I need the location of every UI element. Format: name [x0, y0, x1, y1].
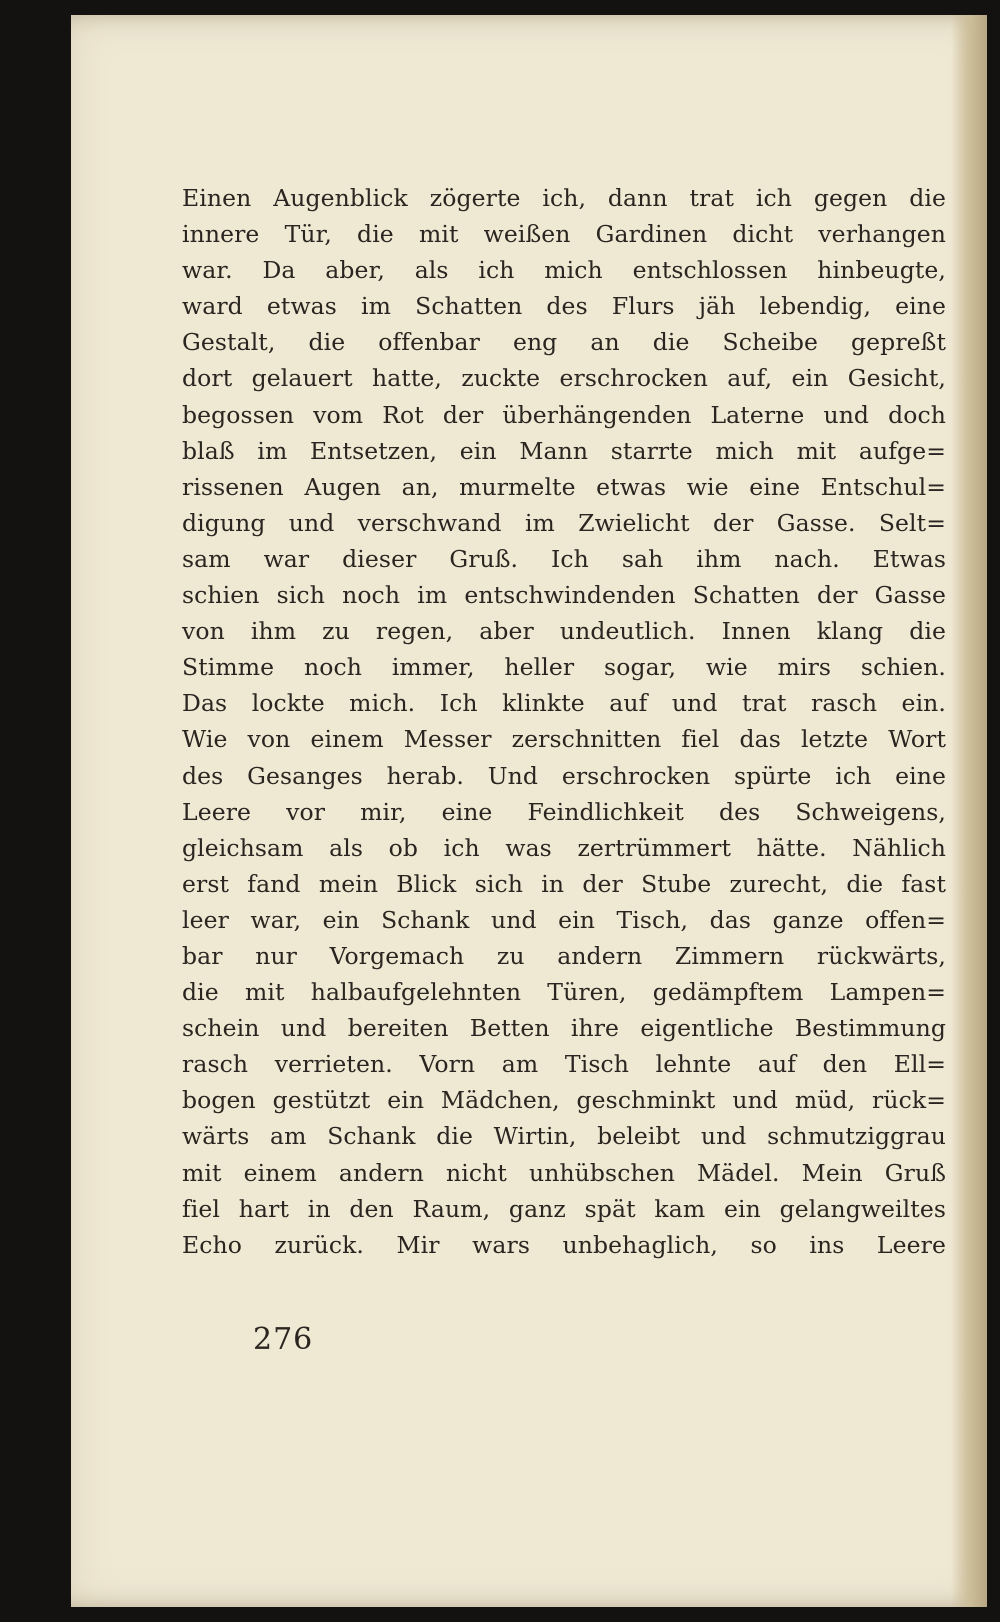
text-line-4: ward etwas im Schatten des Flurs jäh lebendig, eine — [182, 292, 946, 321]
text-line-7: begossen vom Rot der überhängenden Laterne und doch — [182, 400, 946, 429]
text-line-9: rissenen Augen an, murmelte etwas wie eine Entschul= — [182, 472, 946, 501]
page-number: 276 — [253, 1322, 314, 1357]
text-line-3: war. Da aber, als ich mich entschlossen hinbeugte, — [182, 256, 946, 285]
text-line-30: Echo zurück. Mir wars unbehaglich, so ins Leere — [182, 1230, 946, 1259]
page-edge-shadow — [951, 15, 987, 1607]
text-line-12: schien sich noch im entschwindenden Schatten der Gasse — [182, 581, 946, 610]
body-text — [182, 180, 946, 1263]
text-line-14: Stimme noch immer, heller sogar, wie mirs schien. — [182, 653, 946, 682]
text-line-1: Einen Augenblick zögerte ich, dann trat ich gegen die — [182, 184, 946, 212]
text-line-24: schein und bereiten Betten ihre eigentliche Bestimmung — [182, 1014, 946, 1043]
text-line-29: fiel hart in den Raum, ganz spät kam ein gelangweiltes — [182, 1194, 946, 1223]
text-line-6: dort gelauert hatte, zuckte erschrocken auf, ein Gesicht, — [182, 364, 946, 393]
text-line-28: mit einem andern nicht unhübschen Mädel. Mein Gruß — [182, 1158, 946, 1187]
text-line-21: leer war, ein Schank und ein Tisch, das ganze offen= — [182, 905, 946, 934]
text-line-8: blaß im Entsetzen, ein Mann starrte mich mit aufge= — [182, 436, 946, 465]
text-line-15: Das lockte mich. Ich klinkte auf und trat rasch ein. — [182, 689, 946, 718]
text-line-22: bar nur Vorgemach zu andern Zimmern rückwärts, — [182, 941, 946, 970]
text-line-5: Gestalt, die offenbar eng an die Scheibe gepreßt — [182, 328, 946, 357]
text-line-13: von ihm zu regen, aber undeutlich. Innen klang die — [182, 617, 946, 646]
text-line-18: Leere vor mir, eine Feindlichkeit des Schweigens, — [182, 797, 946, 826]
text-line-11: sam war dieser Gruß. Ich sah ihm nach. Etwas — [182, 544, 946, 573]
text-line-26: bogen gestützt ein Mädchen, geschminkt und müd, rück= — [182, 1086, 946, 1115]
text-line-10: digung und verschwand im Zwielicht der Gasse. Selt= — [182, 508, 946, 537]
text-line-16: Wie von einem Messer zerschnitten fiel das letzte Wort — [182, 725, 946, 754]
text-line-25: rasch verrieten. Vorn am Tisch lehnte auf den Ell= — [182, 1050, 946, 1079]
text-line-23: die mit halbaufgelehnten Türen, gedämpftem Lampen= — [182, 978, 946, 1007]
text-line-20: erst fand mein Blick sich in der Stube zurecht, die fast — [182, 869, 946, 898]
text-line-27: wärts am Schank die Wirtin, beleibt und schmutziggrau — [182, 1122, 946, 1151]
text-line-2: innere Tür, die mit weißen Gardinen dicht verhangen — [182, 220, 946, 249]
text-line-17: des Gesanges herab. Und erschrocken spürte ich eine — [182, 761, 946, 790]
text-line-19: gleichsam als ob ich was zertrümmert hätte. Nählich — [182, 833, 946, 862]
